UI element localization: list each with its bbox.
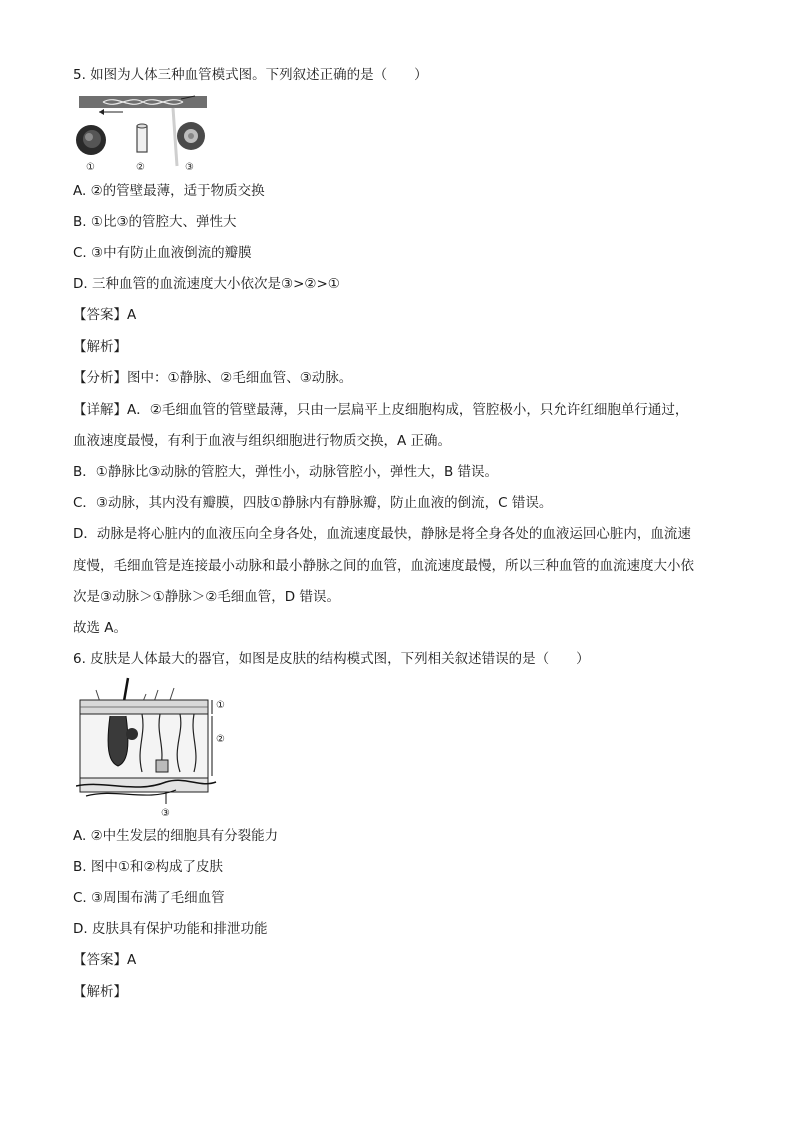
q6-option-a: A. ②中生发层的细胞具有分裂能力 — [73, 828, 279, 844]
q5-analysis-line: B．①静脉比③动脉的管腔大，弹性小，动脉管腔小，弹性大，B 错误。 — [73, 464, 499, 480]
q6-answer: 【答案】A — [73, 952, 137, 968]
q6-option-c: C. ③周围布满了毛细血管 — [73, 890, 225, 906]
blood-vessel-figure — [73, 90, 213, 174]
skin-structure-figure — [76, 676, 240, 820]
skin-label-1: ① — [216, 700, 225, 711]
q5-analysis-line: 【详解】A．②毛细血管的管壁最薄，只由一层扁平上皮细胞构成，管腔极小，只允许红细胞单行通过， — [73, 402, 689, 418]
q5-answer: 【答案】A — [73, 307, 137, 323]
q5-analysis-line: 度慢，毛细血管是连接最小动脉和最小静脉之间的血管，血流速度最慢，所以三种血管的血流速度大小依 — [73, 558, 694, 574]
vessel-label-3: ③ — [185, 162, 194, 173]
skin-label-2: ② — [216, 734, 225, 745]
q5-stem: 5. 如图为人体三种血管模式图。下列叙述正确的是（ ） — [73, 67, 428, 83]
q5-option-b: B. ①比③的管腔大、弹性大 — [73, 214, 237, 230]
q5-analysis-line: 【分析】图中：①静脉、②毛细血管、③动脉。 — [73, 370, 353, 386]
q5-analysis-line: 血液速度最慢，有利于血液与组织细胞进行物质交换，A 正确。 — [73, 433, 452, 449]
q5-option-d: D. 三种血管的血流速度大小依次是③>②>① — [73, 276, 340, 292]
q5-analysis-line: 次是③动脉＞①静脉＞②毛细血管，D 错误。 — [73, 589, 340, 605]
q5-conclusion: 故选 A。 — [73, 620, 128, 636]
q5-analysis-line: D．动脉是将心脏内的血液压向全身各处，血流速度最快，静脉是将全身各处的血液运回心脏内，血流速 — [73, 526, 691, 542]
q6-option-d: D. 皮肤具有保护功能和排泄功能 — [73, 921, 268, 937]
q5-analysis-title: 【解析】 — [73, 339, 127, 355]
q5-option-c: C. ③中有防止血液倒流的瓣膜 — [73, 245, 252, 261]
skin-label-3: ③ — [161, 808, 170, 819]
q6-stem: 6. 皮肤是人体最大的器官，如图是皮肤的结构模式图，下列相关叙述错误的是（ ） — [73, 651, 590, 667]
vessel-label-2: ② — [136, 162, 145, 173]
q6-analysis-title: 【解析】 — [73, 984, 127, 1000]
q6-option-b: B. 图中①和②构成了皮肤 — [73, 859, 224, 875]
q5-analysis-line: C．③动脉，其内没有瓣膜，四肢①静脉内有静脉瓣，防止血液的倒流，C 错误。 — [73, 495, 553, 511]
vessel-label-1: ① — [86, 162, 95, 173]
q5-option-a: A. ②的管壁最薄，适于物质交换 — [73, 183, 265, 199]
